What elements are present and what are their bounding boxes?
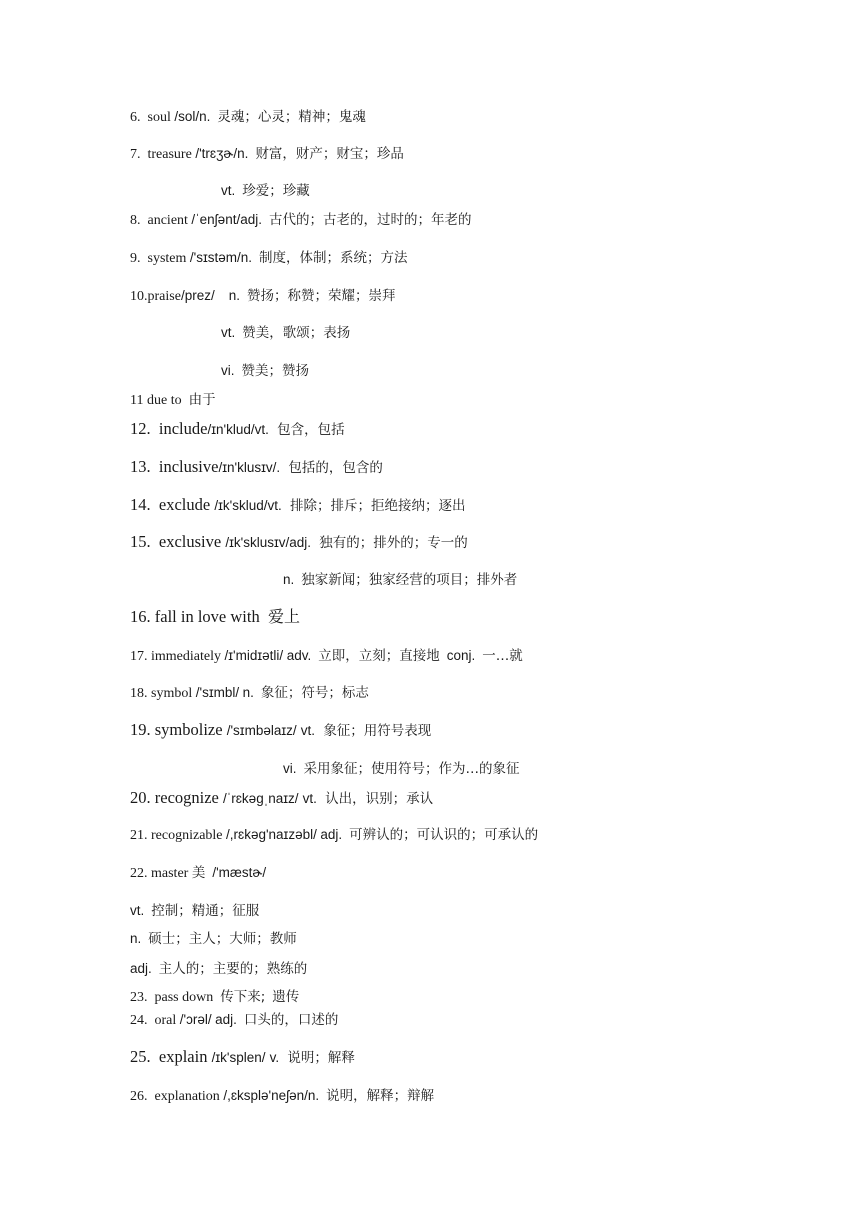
entry-meaning: 说明，解释；辩解 — [326, 1088, 435, 1104]
entry-pos: vt. — [254, 422, 269, 437]
entry-word: oral — [154, 1013, 177, 1028]
vocab-entry-15 — [130, 533, 468, 552]
entry-meaning: 古代的；古老的，过时的；年老的 — [268, 212, 472, 228]
entry-meaning: 口头的，口述的 — [243, 1012, 339, 1028]
vocab-sense — [130, 902, 259, 921]
entry-meaning: 制度，体制；系统；方法 — [259, 250, 408, 266]
entry-pos: adj. — [289, 535, 312, 550]
entry-word: exclusive — [158, 532, 222, 551]
vocab-entry-21 — [130, 826, 538, 845]
vocab-sense — [283, 571, 517, 590]
entry-meaning: 珍爱；珍藏 — [242, 183, 310, 199]
entry-number: 11 — [130, 393, 144, 408]
entry-number: 12. — [130, 419, 151, 438]
vocab-sense — [221, 324, 350, 343]
entry-word: master — [151, 866, 189, 881]
entry-meaning: 包括的，包含的 — [288, 460, 383, 476]
entry-meaning: 象征；用符号表现 — [323, 723, 432, 739]
entry-meaning: 排除；排斥；拒绝接纳；逐出 — [289, 498, 466, 514]
entry-number: 6. — [130, 110, 141, 125]
entry-meaning: 立即，立刻；直接地 — [318, 648, 440, 664]
vocab-entry-22 — [130, 864, 266, 883]
entry-number: 22. — [130, 866, 148, 881]
entry-word: soul — [147, 110, 171, 125]
entry-number: 18. — [130, 686, 148, 701]
vocab-entry-12 — [130, 420, 345, 439]
entry-pos: n. — [242, 685, 254, 700]
entry-meaning: 财富，财产；财宝；珍品 — [255, 146, 404, 162]
entry-number: 9. — [130, 251, 141, 266]
entry-word: exclude — [158, 495, 211, 514]
entry-word: explain — [158, 1047, 208, 1066]
entry-word: symbolize — [154, 720, 223, 739]
vocab-entry-17 — [130, 647, 523, 666]
vocab-entry-25 — [130, 1048, 355, 1067]
entry-meaning: 说明；解释 — [287, 1050, 355, 1066]
vocab-entry-10 — [130, 287, 395, 306]
entry-meaning: 赞扬；称赞；荣耀；崇拜 — [246, 288, 396, 304]
entry-phonetic: /'trɛʒɚ/ — [195, 146, 238, 161]
entry-pos: vt. — [221, 325, 236, 340]
entry-pos: adj. — [130, 961, 152, 976]
entry-pos: vi. — [221, 363, 235, 378]
vocab-entry-7 — [130, 145, 404, 164]
entry-phonetic: /'sɪmbl/ — [195, 685, 240, 700]
entry-pos: adj. — [215, 1012, 237, 1027]
entry-pos: adv. — [286, 648, 312, 663]
entry-pos: v. — [269, 1050, 280, 1065]
entry-phonetic: /sol/ — [174, 109, 200, 124]
entry-number: 23. — [130, 990, 148, 1005]
entry-word: treasure — [147, 147, 192, 162]
entry-meaning: 赞美，歌颂；表扬 — [242, 325, 351, 341]
entry-number: 26. — [130, 1089, 148, 1104]
entry-word: recognize — [154, 788, 219, 807]
entry-phonetic: /'ɔrəl/ — [179, 1012, 212, 1027]
entry-number: 10. — [130, 289, 148, 304]
entry-region: 美 — [191, 865, 206, 881]
entry-word: include — [158, 419, 208, 438]
entry-meaning: 认出，识别；承认 — [325, 791, 434, 807]
entry-number: 16. — [130, 607, 151, 626]
entry-pos: n. — [237, 146, 249, 161]
vocab-entry-8 — [130, 211, 471, 230]
entry-phonetic: /ɪ'midɪətli/ — [224, 648, 284, 663]
vocab-entry-11 — [130, 391, 216, 410]
entry-number: 8. — [130, 213, 141, 228]
vocab-entry-20 — [130, 789, 433, 808]
entry-meaning: 赞美；赞扬 — [241, 363, 309, 379]
vocab-entry-13 — [130, 458, 383, 477]
entry-meaning-2: 遗传 — [272, 989, 300, 1005]
vocab-sense — [130, 960, 307, 979]
entry-number: 19. — [130, 720, 151, 739]
vocab-entry-24 — [130, 1011, 338, 1030]
vocab-entry-23 — [130, 988, 299, 1007]
vocab-entry-6 — [130, 108, 366, 127]
vocab-entry-14 — [130, 496, 465, 515]
entry-word: immediately — [151, 649, 221, 664]
entry-pos: vt. — [130, 903, 145, 918]
entry-phonetic: /ɪk'splen/ — [211, 1050, 266, 1065]
entry-phonetic: /ˈenʃənt/ — [191, 212, 241, 227]
entry-word: inclusive — [158, 457, 219, 476]
entry-word: due to — [146, 393, 182, 408]
vocab-sense — [130, 930, 297, 949]
entry-pos: vt. — [267, 498, 282, 513]
entry-word: explanation — [154, 1089, 220, 1104]
entry-meaning: 采用象征；使用符号；作为…的象征 — [303, 761, 520, 777]
entry-word: recognizable — [151, 828, 223, 843]
entry-meaning: 主人的；主要的；熟练的 — [158, 961, 308, 977]
entry-pos: vt. — [300, 723, 316, 738]
entry-number: 21. — [130, 828, 148, 843]
entry-meaning: 包含，包括 — [277, 422, 345, 438]
entry-pos: adj. — [320, 827, 343, 842]
entry-pos: vi. — [283, 761, 297, 776]
entry-meaning-2: 一…就 — [482, 648, 523, 664]
vocab-sense — [221, 362, 309, 381]
vocab-entry-18 — [130, 684, 369, 703]
entry-number: 13. — [130, 457, 151, 476]
entry-phonetic: /,rɛkəg'naɪzəbl/ — [226, 827, 317, 842]
entry-phonetic: /ˈrɛkəgˌnaɪz/ — [223, 791, 299, 806]
vocab-sense — [221, 182, 310, 201]
entry-phonetic: /'mæstɚ/ — [212, 865, 267, 880]
entry-phonetic: /ɪk'sklud/ — [214, 498, 268, 513]
entry-meaning: 爱上 — [267, 607, 300, 626]
entry-number: 14. — [130, 495, 151, 514]
entry-pos: n. — [199, 109, 211, 124]
entry-phonetic: /prez/ — [180, 288, 215, 303]
vocab-entry-9 — [130, 249, 408, 268]
entry-pos: adj. — [240, 212, 262, 227]
entry-phonetic: /,ɛksplə'neʃən/ — [223, 1088, 308, 1103]
vocab-entry-19 — [130, 721, 431, 740]
entry-word: symbol — [151, 686, 193, 701]
entry-number: 24. — [130, 1013, 148, 1028]
entry-word: praise — [147, 289, 181, 304]
entry-number: 17. — [130, 649, 148, 664]
entry-pos: vt. — [221, 183, 236, 198]
entry-phonetic: /'sɪstəm/ — [189, 250, 241, 265]
entry-number: 7. — [130, 147, 141, 162]
vocab-entry-16 — [130, 608, 300, 626]
entry-pos: n. — [307, 1088, 320, 1103]
entry-pos: n. — [283, 572, 295, 587]
entry-meaning: 控制；精通；征服 — [151, 903, 260, 919]
entry-meaning: 硕士；主人；大师；教师 — [148, 931, 297, 947]
entry-pos-2: conj. — [446, 648, 476, 663]
vocab-sense — [283, 760, 520, 779]
entry-meaning: 由于 — [188, 392, 216, 408]
entry-phonetic: /ɪk'sklusɪv/ — [225, 535, 290, 550]
entry-word: fall in love with — [154, 607, 260, 626]
entry-pos: vt. — [302, 791, 317, 806]
entry-word: ancient — [147, 213, 188, 228]
entry-phonetic: /'sɪmbəlaɪz/ — [226, 723, 297, 738]
entry-word: pass down — [154, 990, 214, 1005]
entry-phonetic: /ɪn'klud/ — [207, 422, 255, 437]
entry-pos: n. — [240, 250, 253, 265]
entry-meaning: 独有的；排外的；专一的 — [319, 535, 468, 551]
entry-phonetic: /ɪn'klusɪv/. — [218, 460, 281, 475]
entry-pos: n. — [130, 931, 142, 946]
entry-pos: n. — [228, 288, 240, 303]
entry-word: system — [147, 251, 187, 266]
entry-meaning: 灵魂；心灵；精神；鬼魂 — [217, 109, 366, 125]
entry-meaning: 可辨认的；可认识的；可承认的 — [349, 827, 539, 843]
entry-meaning: 传下来; — [220, 989, 266, 1005]
entry-number: 15. — [130, 532, 151, 551]
entry-meaning: 象征；符号；标志 — [260, 685, 369, 701]
vocab-entry-26 — [130, 1087, 434, 1106]
entry-number: 20. — [130, 788, 151, 807]
entry-number: 25. — [130, 1047, 151, 1066]
entry-meaning: 独家新闻；独家经营的项目；排外者 — [301, 572, 518, 588]
